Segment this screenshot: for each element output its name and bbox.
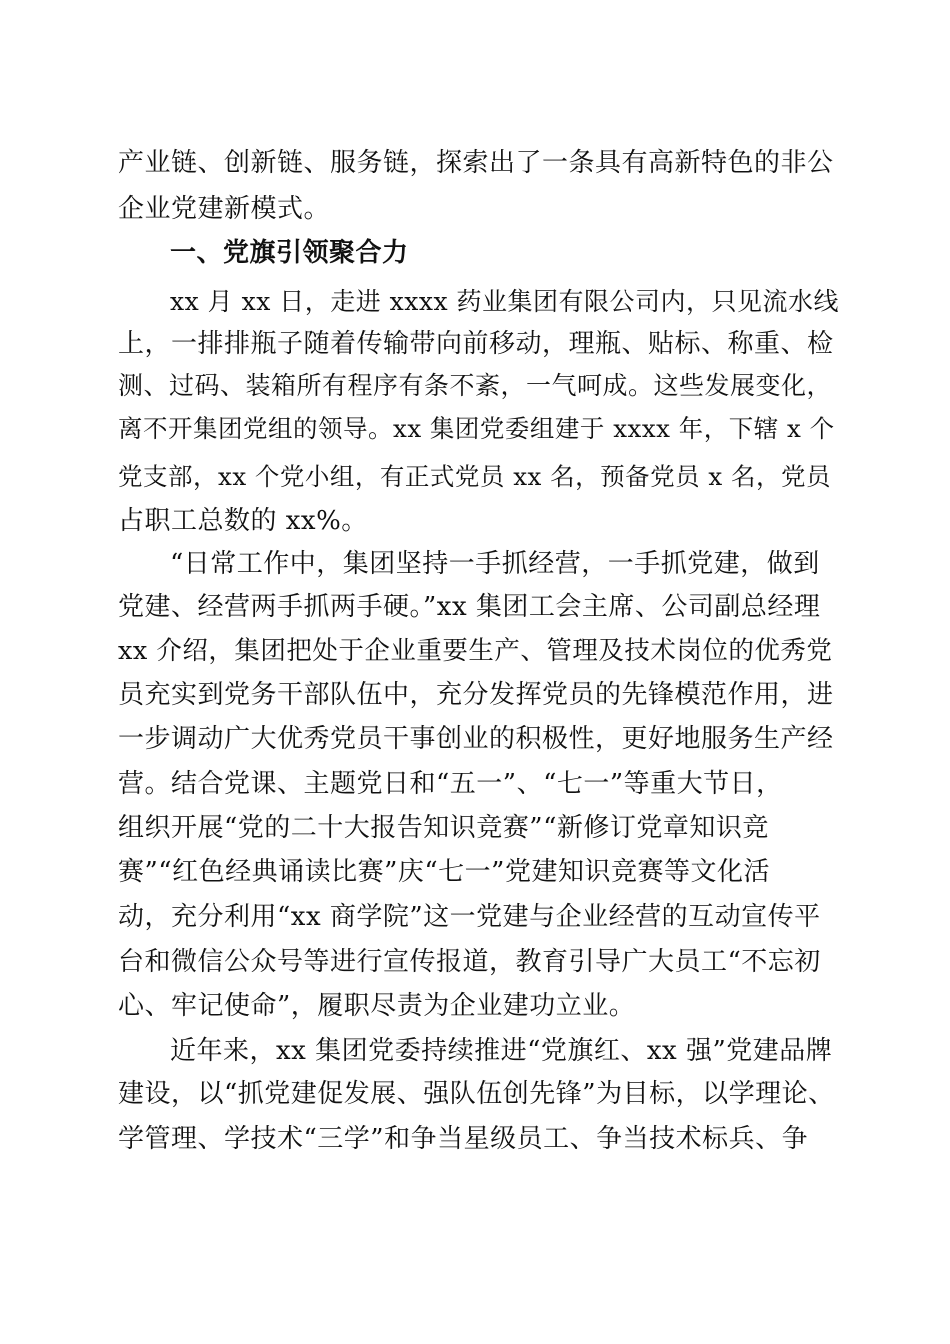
text-line: 上，一排排瓶子随着传输带向前移动，理瓶、贴标、称重、检 (118, 329, 834, 359)
text-line: “日常工作中，集团坚持一手抓经营，一手抓党建，做到 (170, 549, 820, 579)
text-line: 台和微信公众号等进行宣传报道，教育引导广大员工“不忘初 (118, 947, 821, 977)
text-line: 离不开集团党组的领导。xx 集团党委组建于 xxxx 年，下辖 x 个 (118, 414, 835, 443)
text-line: 动，充分利用“xx 商学院”这一党建与企业经营的互动宣传平 (118, 902, 821, 932)
text-line: 产业链、创新链、服务链，探索出了一条具有高新特色的非公 (118, 148, 834, 178)
text-line: 党支部，xx 个党小组，有正式党员 xx 名，预备党员 x 名，党员 (118, 462, 832, 491)
text-line: 心、牢记使命”，履职尽责为企业建功立业。 (118, 991, 636, 1021)
text-line: 近年来，xx 集团党委持续推进“党旗红、xx 强”党建品牌 (170, 1036, 833, 1066)
text-line: 测、过码、装箱所有程序有条不紊，一气呵成。这些发展变化， (118, 371, 833, 400)
text-line: 组织开展“党的二十大报告知识竞赛”“新修订党章知识竞 (118, 813, 769, 843)
text-line: 企业党建新模式。 (118, 194, 331, 224)
text-line: 一步调动广大优秀党员干事创业的积极性，更好地服务生产经 (118, 724, 834, 754)
section-heading: 一、党旗引领聚合力 (170, 238, 409, 268)
text-line: 赛”“红色经典诵读比赛”庆“七一”党建知识竞赛等文化活 (118, 857, 770, 887)
text-line: 建设，以“抓党建促发展、强队伍创先锋”为目标，以学理论、 (118, 1079, 835, 1109)
text-line: xx 月 xx 日，走进 xxxx 药业集团有限公司内，只见流水线 (170, 287, 840, 316)
text-line: 学管理、学技术“三学”和争当星级员工、争当技术标兵、争 (118, 1124, 809, 1154)
text-line: 员充实到党务干部队伍中，充分发挥党员的先锋模范作用，进 (118, 680, 834, 710)
text-line: 营。结合党课、主题党日和“五一”、“七一”等重大节日， (118, 769, 783, 799)
text-line: 占职工总数的 xx%。 (118, 506, 368, 536)
text-line: xx 介绍，集团把处于企业重要生产、管理及技术岗位的优秀党 (118, 636, 833, 666)
text-line: 党建、经营两手抓两手硬。”xx 集团工会主席、公司副总经理 (118, 592, 821, 622)
